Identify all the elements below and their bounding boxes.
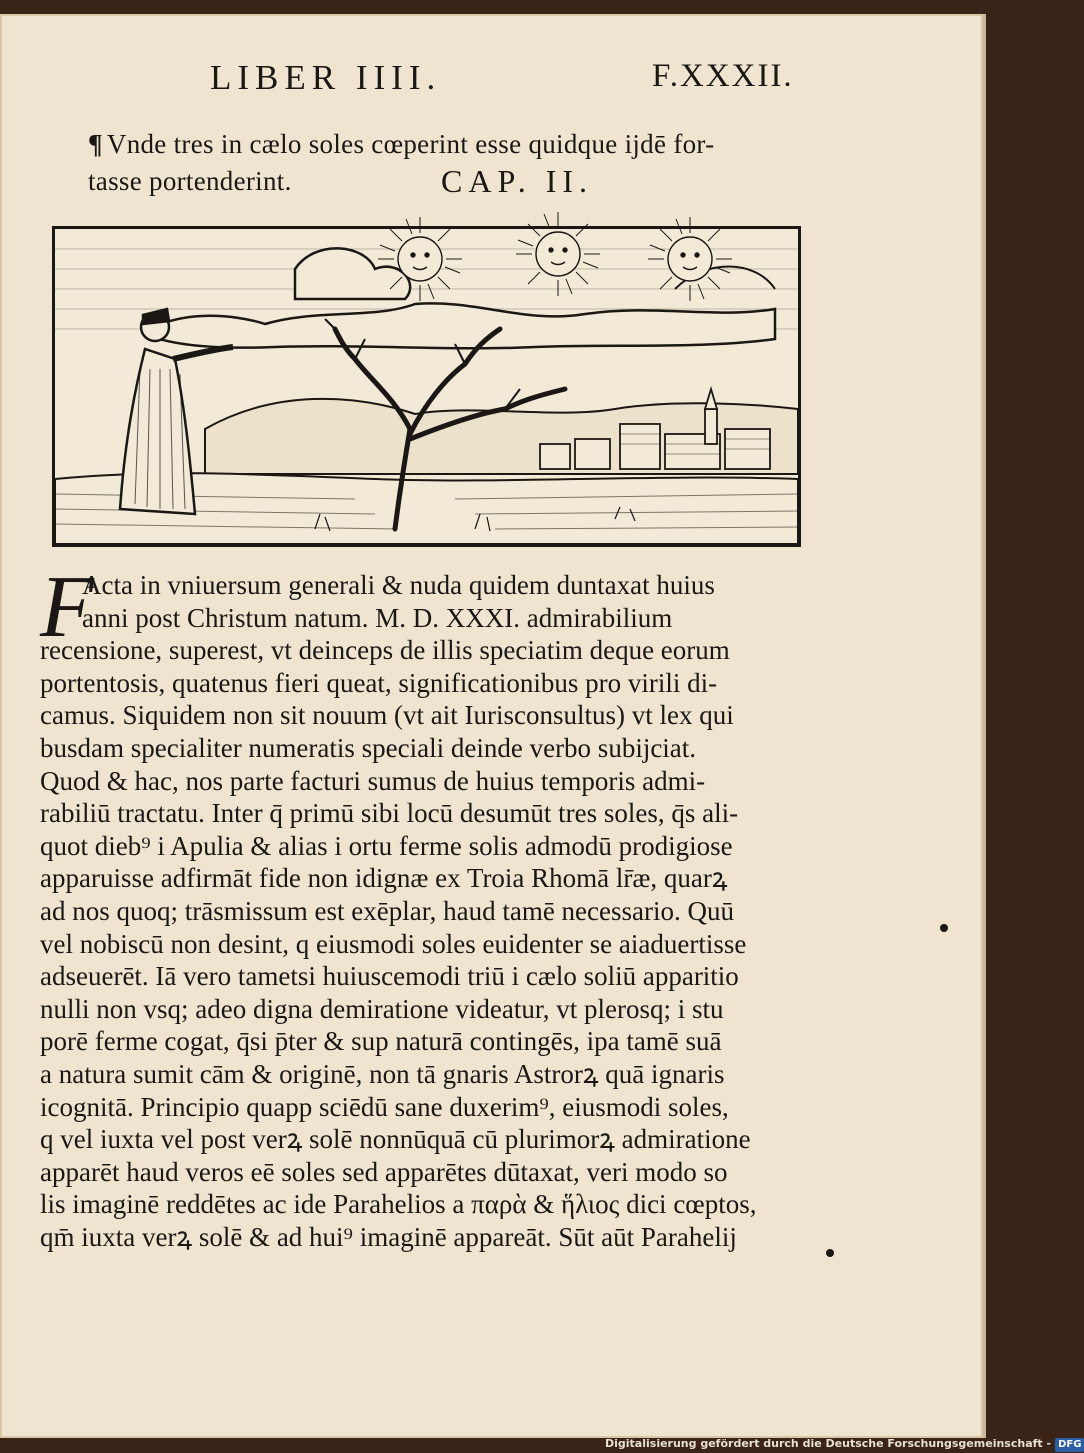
text-line: quot dieb⁹ i Apulia & alias i ortu ferme solis admodū prodigiose xyxy=(40,830,733,861)
dfg-logo: DFG xyxy=(1055,1438,1084,1452)
text-line: recensione, superest, vt deinceps de illis speciatim deque eorum xyxy=(40,635,730,666)
text-line: nulli non vsq; adeo digna demiratione videatur, vt plerosq; i stu xyxy=(40,993,724,1024)
text-line: vel nobiscū non desint, q eiusmodi soles euidenter se aiaduertisse xyxy=(40,928,747,959)
text-line: qm̄ iuxta verꝝ solē & ad hui⁹ imaginē appareāt. Sūt aūt Parahelij xyxy=(40,1221,737,1252)
text-line: apparēt haud veros eē soles sed apparētes dūtaxat, veri modo so xyxy=(40,1156,728,1187)
body-text xyxy=(40,569,810,1253)
text-line: camus. Siquidem non sit nouum (vt ait Iurisconsultus) vt lex qui xyxy=(40,700,734,731)
text-line: busdam specialiter numeratis speciali deinde verbo subijciat. xyxy=(40,732,697,763)
text-line: lis imaginē reddētes ac ide Parahelios a παρὰ & ἥλιος dici cœptos, xyxy=(40,1189,757,1220)
text-line: adseuerēt. Iā vero tametsi huiuscemodi triū i cælo soliū apparitio xyxy=(40,961,739,992)
text-line: rabiliū tractatu. Inter q̄ primū sibi locū desumūt tres soles, q̄s ali- xyxy=(40,798,739,829)
pilcrow-icon: ¶ xyxy=(88,129,103,159)
digitization-credit: Digitalisierung gefördert durch die Deutsche Forschungsgemeinschaft - DFG xyxy=(605,1437,1084,1451)
woodcut-illustration xyxy=(52,226,801,547)
text-line: anni post Christum natum. M. D. XXXI. admirabilium xyxy=(82,602,673,633)
text-line: a natura sumit cām & originē, non tā gnaris Astrorꝝ quā ignaris xyxy=(40,1058,725,1089)
text-line: Quod & hac, nos parte facturi sumus de huius temporis admi- xyxy=(40,765,706,796)
text-line: icognitā. Principio quapp sciēdū sane duxerim⁹, eiusmodi soles, xyxy=(40,1091,729,1122)
text-line: apparuisse adfirmāt fide non idignæ ex Troia Rhomā lr̄æ, quarꝝ xyxy=(40,863,728,894)
margin-dot xyxy=(826,1249,834,1257)
text-line: porē ferme cogat, q̄si p̄ter & sup naturā contingēs, ipa tamē suā xyxy=(40,1026,722,1057)
text-line: portentosis, quatenus fieri queat, significationibus pro virili di- xyxy=(40,667,718,698)
chapter-heading-line-2: tasse portenderint. CAP. II. xyxy=(88,163,594,199)
margin-dot xyxy=(940,924,948,932)
running-head xyxy=(0,58,983,98)
text-line: q vel iuxta vel post verꝝ solē nonnūquā cū plurimorꝝ admiratione xyxy=(40,1124,751,1155)
text-line: ad nos quoq; trāsmissum est exēplar, haud tamē necessario. Quū xyxy=(40,895,734,926)
chapter-heading xyxy=(88,126,788,200)
book-title: LIBER IIII. xyxy=(210,58,442,97)
three-suns-woodcut-icon xyxy=(55,229,798,544)
book-page xyxy=(0,14,986,1438)
text-line: Acta in vniuersum generali & nuda quidem duntaxat huius xyxy=(82,570,715,600)
chapter-number: CAP. II. xyxy=(441,163,594,199)
page-edge xyxy=(983,14,986,1438)
chapter-heading-line-1: ¶ Vnde tres in cælo soles cœperint esse quidque ijdē for- xyxy=(88,129,715,159)
drop-cap: F xyxy=(40,559,94,656)
folio-number: F.XXXII. xyxy=(652,58,794,94)
